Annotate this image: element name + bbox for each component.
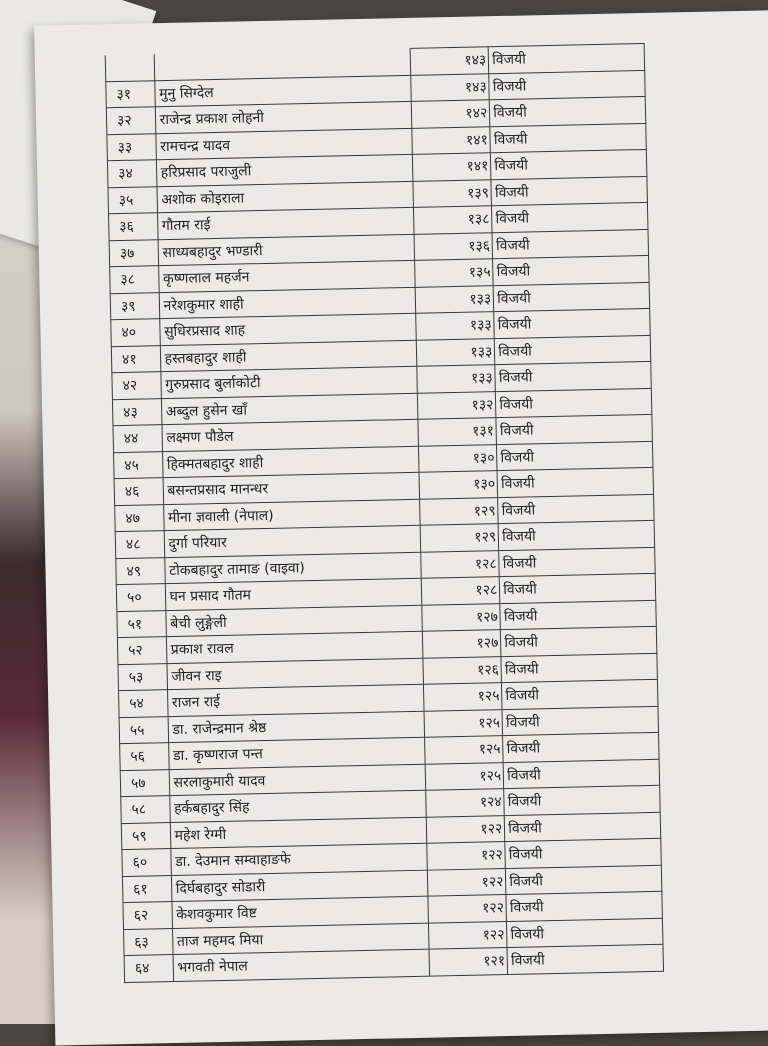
candidate-name-cell: केशवकुमार विष्ट [172, 896, 429, 928]
vote-count-cell: १४३ [410, 47, 489, 75]
candidate-name-cell: नरेशकुमार शाही [159, 287, 416, 319]
candidate-name-cell: मुनु सिग्देल [154, 75, 411, 107]
candidate-name-cell: साध्यबहादुर भण्डारी [158, 234, 415, 266]
vote-count-cell: १२४ [426, 789, 505, 817]
result-status-cell: विजयी [499, 547, 655, 577]
vote-count-cell: १२५ [424, 683, 503, 711]
row-number-cell: ५५ [119, 716, 168, 744]
candidate-name-cell: भगवती नेपाल [173, 949, 430, 981]
row-number-cell: ४३ [112, 398, 161, 426]
vote-count-cell: १२२ [428, 895, 507, 923]
row-number-cell: ६० [122, 849, 171, 877]
vote-count-cell: १३० [419, 444, 498, 472]
candidate-name-cell: प्रकाश रावल [166, 631, 423, 663]
row-number-cell: ६१ [122, 875, 171, 903]
row-number-cell: ३१ [106, 80, 155, 108]
result-status-cell: विजयी [493, 282, 649, 312]
vote-count-cell: १२२ [429, 921, 508, 949]
vote-count-cell: १३० [419, 471, 498, 499]
vote-count-cell: १३२ [418, 391, 497, 419]
result-status-cell: विजयी [502, 706, 658, 736]
candidate-name-cell: बसन्तप्रसाद मानन्धर [163, 472, 420, 504]
candidate-name-cell: घन प्रसाद गौतम [165, 578, 422, 610]
row-number-cell: ४२ [112, 372, 161, 400]
result-status-cell: विजयी [504, 785, 660, 815]
result-status-cell: विजयी [488, 43, 644, 73]
vote-count-cell: १२२ [428, 868, 507, 896]
document-page [34, 10, 768, 1045]
result-status-cell: विजयी [492, 229, 648, 259]
vote-count-cell: १३३ [415, 285, 494, 313]
result-status-cell: विजयी [506, 865, 662, 895]
candidate-name-cell: राजेन्द्र प्रकाश लोहनी [155, 101, 412, 133]
candidate-name-cell: दुर्गा परियार [164, 525, 421, 557]
vote-count-cell: १२५ [424, 709, 503, 737]
candidate-name-cell: सरलाकुमारी यादव [169, 764, 426, 796]
vote-count-cell: १४१ [412, 126, 491, 154]
row-number-cell: ६४ [124, 955, 173, 983]
vote-count-cell: १४२ [412, 100, 491, 128]
results-table-container [105, 43, 664, 983]
candidate-name-cell: हर्कबहादुर सिंह [169, 790, 426, 822]
vote-count-cell: १३९ [413, 179, 492, 207]
result-status-cell: विजयी [496, 414, 652, 444]
row-number-cell: ३९ [110, 292, 159, 320]
result-status-cell: विजयी [505, 838, 661, 868]
result-status-cell: विजयी [503, 759, 659, 789]
result-status-cell: विजयी [500, 600, 656, 630]
results-table [105, 43, 664, 983]
result-status-cell: विजयी [495, 361, 651, 391]
vote-count-cell: १४१ [413, 153, 492, 181]
vote-count-cell: १२५ [425, 736, 504, 764]
result-status-cell: विजयी [490, 123, 646, 153]
result-status-cell: विजयी [497, 441, 653, 471]
result-status-cell: विजयी [503, 732, 659, 762]
result-status-cell: विजयी [491, 149, 647, 179]
vote-count-cell: १२२ [427, 815, 506, 843]
result-status-cell: विजयी [496, 388, 652, 418]
result-status-cell: विजयी [502, 679, 658, 709]
row-number-cell: ५६ [120, 743, 169, 771]
candidate-name-cell: महेश रेग्मी [170, 817, 427, 849]
candidate-name-cell: हस्तबहादुर शाही [160, 340, 417, 372]
row-number-cell: ५३ [118, 663, 167, 691]
vote-count-cell: १२७ [423, 630, 502, 658]
candidate-name-cell: अब्दुल हुसेन खाँ [161, 393, 418, 425]
result-status-cell: विजयी [491, 176, 647, 206]
candidate-name-cell: बेची लुङ्गेली [165, 605, 422, 637]
candidate-name-cell: मीना ज्ञवाली (नेपाल) [163, 499, 420, 531]
vote-count-cell: १३६ [414, 232, 493, 260]
vote-count-cell: १२८ [421, 550, 500, 578]
result-status-cell: विजयी [507, 944, 663, 974]
candidate-name-cell: दिर्घबहादुर सोडारी [171, 870, 428, 902]
result-status-cell: विजयी [489, 70, 645, 100]
vote-count-cell: १३५ [415, 259, 494, 287]
row-number-cell: ५० [116, 584, 165, 612]
row-number-cell: ३८ [110, 266, 159, 294]
row-number-cell: ३६ [109, 213, 158, 241]
vote-count-cell: १२२ [427, 842, 506, 870]
candidate-name-cell: हरिप्रसाद पराजुली [156, 154, 413, 186]
vote-count-cell: १२१ [429, 948, 508, 976]
row-number-cell: ५२ [117, 637, 166, 665]
row-number-cell: ५१ [117, 610, 166, 638]
row-number-cell: ४० [111, 319, 160, 347]
row-number-cell: ४५ [114, 451, 163, 479]
row-number-cell: ६२ [123, 902, 172, 930]
candidate-name-cell: लक्ष्मण पौडेल [162, 419, 419, 451]
result-status-cell: विजयी [497, 467, 653, 497]
vote-count-cell: १३१ [418, 418, 497, 446]
result-status-cell: विजयी [498, 494, 654, 524]
vote-count-cell: १२६ [423, 656, 502, 684]
row-number-cell: ३२ [106, 107, 155, 135]
row-number-cell: ५७ [120, 769, 169, 797]
row-number-cell: ६३ [124, 928, 173, 956]
result-status-cell: विजयी [495, 335, 651, 365]
result-status-cell: विजयी [492, 202, 648, 232]
vote-count-cell: १२८ [422, 577, 501, 605]
row-number-cell [105, 54, 154, 82]
candidate-name-cell: टोकबहादुर तामाङ (वाइवा) [164, 552, 421, 584]
result-status-cell: विजयी [498, 520, 654, 550]
vote-count-cell: १३३ [416, 312, 495, 340]
vote-count-cell: १२५ [425, 762, 504, 790]
candidate-name-cell: डा. राजेन्द्रमान श्रेष्ठ [168, 711, 425, 743]
row-number-cell: ३४ [107, 160, 156, 188]
result-status-cell: विजयी [506, 891, 662, 921]
candidate-name-cell: कृष्णलाल महर्जन [158, 260, 415, 292]
row-number-cell: ४९ [116, 557, 165, 585]
result-status-cell: विजयी [505, 812, 661, 842]
vote-count-cell: १३३ [417, 365, 496, 393]
candidate-name-cell: ताज महमद मिया [172, 923, 429, 955]
result-status-cell: विजयी [494, 308, 650, 338]
row-number-cell: ३३ [107, 133, 156, 161]
row-number-cell: ५९ [121, 822, 170, 850]
result-status-cell: विजयी [490, 96, 646, 126]
vote-count-cell: १३३ [417, 338, 496, 366]
candidate-name-cell: रामचन्द्र यादव [155, 128, 412, 160]
row-number-cell: ४१ [111, 345, 160, 373]
candidate-name-cell: गौतम राई [157, 207, 414, 239]
vote-count-cell: १३८ [414, 206, 493, 234]
vote-count-cell: १४३ [411, 73, 490, 101]
row-number-cell: ४७ [115, 504, 164, 532]
row-number-cell: ४६ [114, 478, 163, 506]
result-status-cell: विजयी [500, 573, 656, 603]
vote-count-cell: १२९ [420, 524, 499, 552]
row-number-cell: ४८ [115, 531, 164, 559]
result-status-cell: विजयी [493, 255, 649, 285]
row-number-cell: ५८ [121, 796, 170, 824]
result-status-cell: विजयी [501, 626, 657, 656]
candidate-name-cell: डा. देउमान सम्वाहाङफे [170, 843, 427, 875]
result-status-cell: विजयी [507, 918, 663, 948]
candidate-name-cell: डा. कृष्णराज पन्त [168, 737, 425, 769]
candidate-name-cell: गुरुप्रसाद बुर्लाकोटी [160, 366, 417, 398]
result-status-cell: विजयी [501, 653, 657, 683]
candidate-name-cell: सुधिरप्रसाद शाह [159, 313, 416, 345]
results-table-body [105, 43, 663, 982]
row-number-cell: ३५ [108, 186, 157, 214]
vote-count-cell: १२७ [422, 603, 501, 631]
candidate-name-cell: जीवन राइ [167, 658, 424, 690]
candidate-name-cell: राजन राई [167, 684, 424, 716]
row-number-cell: ४४ [113, 425, 162, 453]
candidate-name-cell: हिक्मतबहादुर शाही [162, 446, 419, 478]
row-number-cell: ३७ [109, 239, 158, 267]
candidate-name-cell: अशोक कोइराला [157, 181, 414, 213]
row-number-cell: ५४ [119, 690, 168, 718]
vote-count-cell: १२९ [420, 497, 499, 525]
